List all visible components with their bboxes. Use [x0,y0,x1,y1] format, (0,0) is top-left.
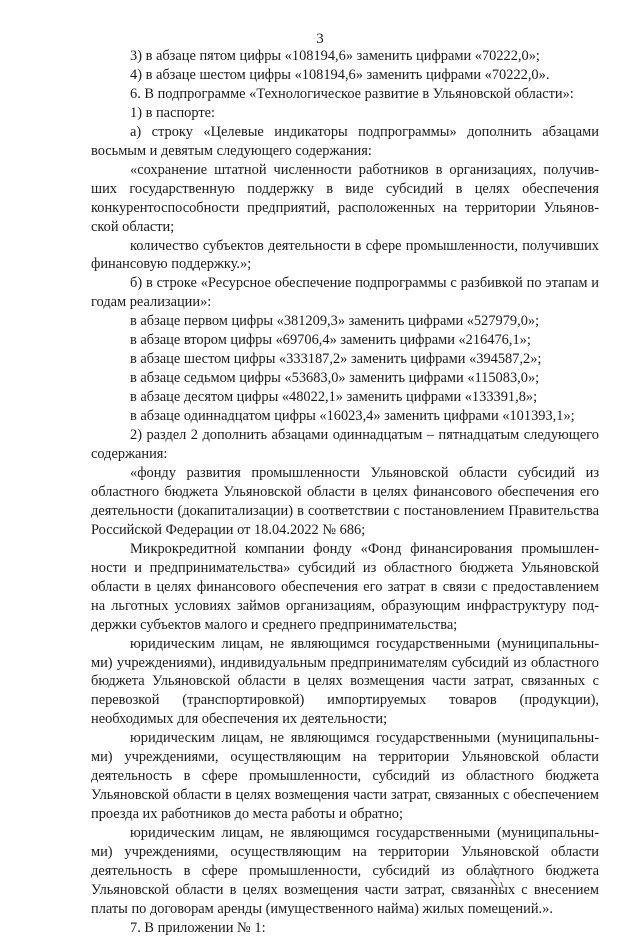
scan-mark [488,862,506,890]
subitem-a: а) строку «Целевые индикаторы подпрограммы» дополнить абзацами восьмым и девятым следующего содержания: [91,123,599,159]
quoted-indicator-1: «сохранение штатной численности работников в организациях, получивших государственную поддержку в виде субсидий в целях обеспечения конкурентоспособности предприятий, расположенных на территории Ульяновской области; [91,161,599,235]
quoted-indicator-2: количество субъектов деятельности в сфере промышленности, получивших финансовую поддержку.»; [91,237,599,273]
quoted-paragraph-3: юридическим лицам, не являющимся государственными (муниципальными) учреждениями), индивидуальным предпринимателям субсидий из областного бюджета Ульяновской области в целях возмещения части затрат, связанных с перевозкой (транспортировкой) импортируемых товаров (продукции), необходимых для обеспечения их деятельности; [91,635,599,728]
quoted-paragraph-4: юридическим лицам, не являющимся государственными (муниципальными) учреждениями, осуществляющим на территории Ульяновской области деятельность в сфере промышленности, субсидий из областного бюджета Ульяновской области в целях возмещения части затрат, связанных с обеспечением проезда их работников до места работы и обратно; [91,730,599,823]
subitem-b: б) в строке «Ресурсное обеспечение подпрограммы с разбивкой по этапам и годам реализации»: [91,275,599,311]
amendment-line-2: в абзаце втором цифры «69706,4» заменить цифрами «216476,1»; [130,332,531,349]
subitem-passport: 1) в паспорте: [130,104,216,121]
paragraph-item-3: 3) в абзаце пятом цифры «108194,6» заменить цифрами «70222,0»; [130,48,540,64]
section-heading-6: 6. В подпрограмме «Технологическое развитие в Ульяновской области»: [130,85,574,102]
quoted-paragraph-2: Микрокредитной компании фонду «Фонд финансирования промышленности и предпринимательства» субсидий из областного бюджета Ульяновской области в целях финансового обеспечения его затрат в связи с предоставлением на льготных условиях займов организациям, образующим инфраструктуру поддержки субъектов малого и среднего предпринимательства; [91,540,599,633]
quoted-paragraph-1: «фонду развития промышленности Ульяновской области субсидий из областного бюджета Ульяновской области в целях финансового обеспечения его деятельности (докапитализации) в соответствии с постановлением Правительства Российской Федерации от 18.04.2022 № 686; [91,464,599,538]
amendment-line-5: в абзаце десятом цифры «48022,1» заменить цифрами «133391,8»; [130,389,538,406]
amendment-line-4: в абзаце седьмом цифры «53683,0» заменить цифрами «115083,0»; [130,370,540,387]
quoted-paragraph-5: юридическим лицам, не являющимся государственными (муниципальными) учреждениями, осуществляющим на территории Ульяновской области деятельность в сфере промышленности, субсидий из областного бюджета Ульяновской области в целях возмещения части затрат, связанных с внесением платы по договорам аренды (имущественного найма) жилых помещений.». [91,825,599,917]
paragraph-item-4: 4) в абзаце шестом цифры «108194,6» заменить цифрами «70222,0». [130,66,550,83]
document-body [91,47,599,938]
section-heading-7: 7. В приложении № 1: [130,919,266,936]
amendment-line-6: в абзаце одиннадцатом цифры «16023,4» заменить цифрами «101393,1»; [130,408,575,425]
page-number: 3 [316,31,324,47]
amendment-line-3: в абзаце шестом цифры «333187,2» заменить цифрами «394587,2»; [130,351,542,368]
subitem-section-2: 2) раздел 2 дополнить абзацами одиннадцатым – пятнадцатым следующего содержания: [91,427,599,463]
amendment-line-1: в абзаце первом цифры «381209,3» заменить цифрами «527979,0»; [130,313,540,330]
